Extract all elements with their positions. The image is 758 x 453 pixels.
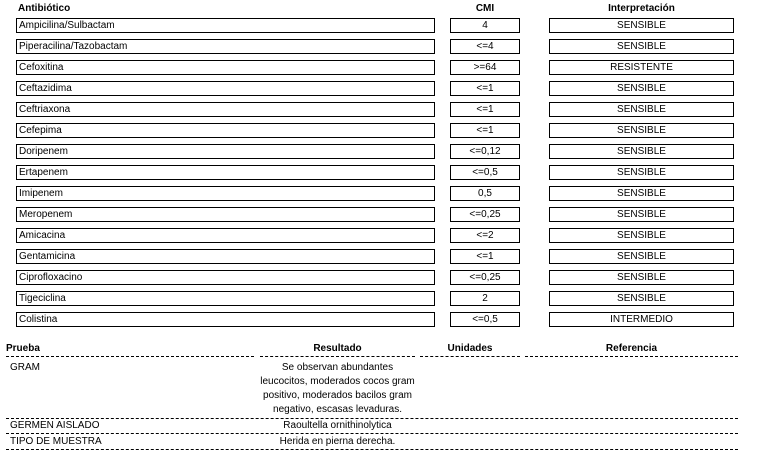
antibiotic-name: Ceftriaxona [16, 102, 435, 117]
cmi-value: <=2 [450, 228, 520, 243]
resultado-value: Raoultella ornithinolytica [283, 420, 392, 431]
resultado-value: Herida en pierna derecha. [279, 436, 396, 447]
header-referencia: Referencia [605, 343, 658, 354]
header-cmi: CMI [475, 3, 495, 14]
antibiotic-name: Tigeciclina [16, 291, 435, 306]
antibiotic-name: Ampicilina/Sulbactam [16, 18, 435, 33]
resultado-line: negativo, escasas levaduras. [273, 404, 402, 415]
header-prueba: Prueba [6, 343, 40, 354]
antibiotic-name: Imipenem [16, 186, 435, 201]
cmi-value: 4 [450, 18, 520, 33]
cmi-value: <=1 [450, 249, 520, 264]
interpretation-value: RESISTENTE [549, 60, 734, 75]
divider [6, 449, 738, 450]
interpretation-value: SENSIBLE [549, 102, 734, 117]
resultado-value [260, 361, 415, 417]
interpretation-value: SENSIBLE [549, 249, 734, 264]
cmi-value: <=0,12 [450, 144, 520, 159]
resultado-line: Se observan abundantes [281, 362, 394, 373]
divider [6, 418, 738, 419]
cmi-value: >=64 [450, 60, 520, 75]
header-antibiotico: Antibiótico [18, 3, 71, 14]
header-resultado: Resultado [313, 343, 362, 354]
cmi-value: 2 [450, 291, 520, 306]
antibiotic-name: Colistina [16, 312, 435, 327]
divider [6, 356, 254, 357]
interpretation-value: SENSIBLE [549, 81, 734, 96]
antibiotic-name: Doripenem [16, 144, 435, 159]
antibiotic-name: Amicacina [16, 228, 435, 243]
interpretation-value: INTERMEDIO [549, 312, 734, 327]
cmi-value: <=1 [450, 123, 520, 138]
cmi-value: 0,5 [450, 186, 520, 201]
antibiotic-name: Piperacilina/Tazobactam [16, 39, 435, 54]
antibiotic-name: Ciprofloxacino [16, 270, 435, 285]
antibiotic-name: Meropenem [16, 207, 435, 222]
cmi-value: <=0,25 [450, 207, 520, 222]
interpretation-value: SENSIBLE [549, 165, 734, 180]
header-interpretacion: Interpretación [608, 3, 675, 14]
cmi-value: <=4 [450, 39, 520, 54]
divider [525, 356, 738, 357]
antibiotic-name: Cefepima [16, 123, 435, 138]
cmi-value: <=1 [450, 81, 520, 96]
prueba-name: TIPO DE MUESTRA [10, 436, 102, 447]
interpretation-value: SENSIBLE [549, 291, 734, 306]
cmi-value: <=0,5 [450, 312, 520, 327]
interpretation-value: SENSIBLE [549, 144, 734, 159]
antibiotic-name: Gentamicina [16, 249, 435, 264]
interpretation-value: SENSIBLE [549, 39, 734, 54]
divider [260, 356, 415, 357]
cmi-value: <=0,5 [450, 165, 520, 180]
header-unidades: Unidades [447, 343, 493, 354]
interpretation-value: SENSIBLE [549, 270, 734, 285]
interpretation-value: SENSIBLE [549, 228, 734, 243]
resultado-line: leucocitos, moderados cocos gram [260, 376, 415, 387]
interpretation-value: SENSIBLE [549, 123, 734, 138]
resultado-line: positivo, moderados bacilos gram [263, 390, 412, 401]
interpretation-value: SENSIBLE [549, 18, 734, 33]
divider [420, 356, 520, 357]
interpretation-value: SENSIBLE [549, 186, 734, 201]
prueba-name: GERMEN AISLADO [10, 420, 100, 431]
cmi-value: <=0,25 [450, 270, 520, 285]
antibiotic-name: Cefoxitina [16, 60, 435, 75]
antibiotic-name: Ertapenem [16, 165, 435, 180]
divider [6, 433, 738, 434]
interpretation-value: SENSIBLE [549, 207, 734, 222]
prueba-name: GRAM [10, 362, 40, 373]
antibiotic-name: Ceftazidima [16, 81, 435, 96]
cmi-value: <=1 [450, 102, 520, 117]
